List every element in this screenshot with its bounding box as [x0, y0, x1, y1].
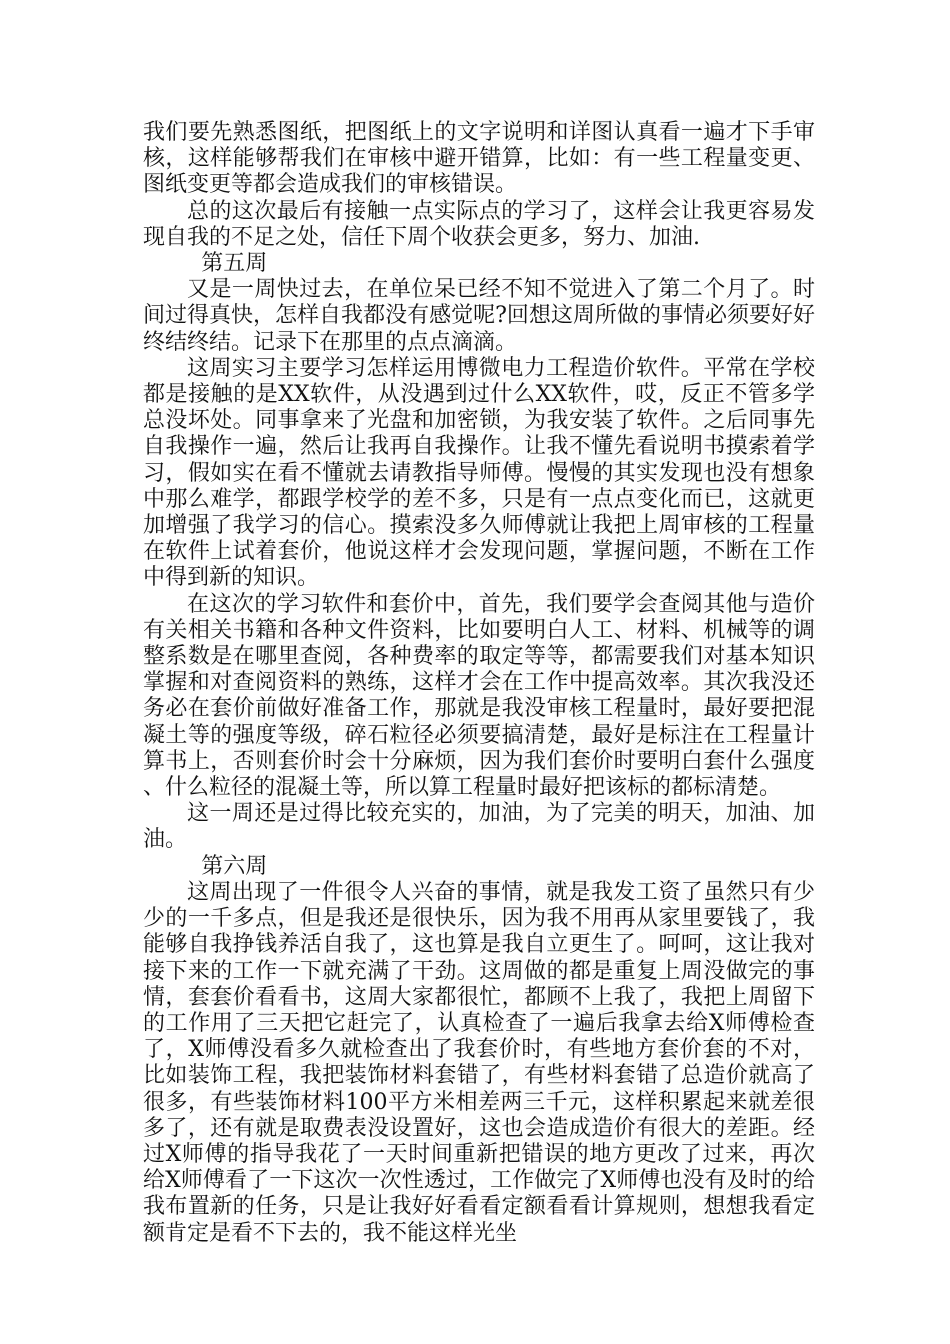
paragraph: 这周出现了一件很令人兴奋的事情，就是我发工资了虽然只有少少的一千多点，但是我还是很快乐，因为我不用再从家里要钱了，我能够自我挣钱养活自我了，这也算是我自立更生了。呵呵，这让我对接下来的工作一下就充满了干劲。这周做的都是重复上周没做完的事情，套套价看看书，这周大家都很忙，都顾不上我了，我把上周留下的工作用了三天把它赶完了，认真检查了一遍后我拿去给X师傅检查了，X师傅没看多久就检查出了我套价时，有些地方套价套的不对，比如装饰工程，我把装饰材料套错了，有些材料套错了总造价就高了很多，有些装饰材料100平方米相差两三千元，这样积累起来就差很多了，还有就是取费表没设置好，这也会造成造价有很大的差距。经过X师傅的指导我花了一天时间重新把错误的地方更改了过来，再次给X师傅看了一下这次一次性透过，工作做完了X师傅也没有及时的给我布置新的任务，只是让我好好看看定额看看计算规则，想想我看定额肯定是看不下去的，我不能这样光坐 [143, 879, 815, 1246]
section-heading-week5: 第五周 [201, 251, 268, 277]
paragraph: 这一周还是过得比较充实的，加油，为了完美的明天，加油、加油。 [143, 801, 815, 853]
document-body [143, 120, 815, 1247]
paragraph: 我们要先熟悉图纸，把图纸上的文字说明和详图认真看一遍才下手审核，这样能够帮我们在审核中避开错算，比如：有一些工程量变更、图纸变更等都会造成我们的审核错误。 [143, 120, 815, 198]
paragraph: 总的这次最后有接触一点实际点的学习了，这样会让我更容易发现自我的不足之处，信任下周个收获会更多，努力、加油. [143, 198, 815, 250]
paragraph: 在这次的学习软件和套价中，首先，我们要学会查阅其他与造价有关相关书籍和各种文件资料，比如要明白人工、材料、机械等的调整系数是在哪里查阅，各种费率的取定等等，都需要我们对基本知识掌握和对查阅资料的熟练，这样才会在工作中提高效率。其次我没还务必在套价前做好准备工作，那就是我没审核工程量时，最好要把混凝土等的强度等级，碎石粒径必须要搞清楚，最好是标注在工程量计算书上，否则套价时会十分麻烦，因为我们套价时要明白套什么强度、什么粒径的混凝土等，所以算工程量时最好把该标的都标清楚。 [143, 591, 815, 801]
section-heading-week6: 第六周 [201, 853, 268, 879]
paragraph: 又是一周快过去，在单位呆已经不知不觉进入了第二个月了。时间过得真快，怎样自我都没有感觉呢?回想这周所做的事情必须要好好终结终结。记录下在那里的点点滴滴。 [143, 277, 815, 355]
paragraph: 这周实习主要学习怎样运用博微电力工程造价软件。平常在学校都是接触的是XX软件，从没遇到过什么XX软件，哎，反正不管多学总没坏处。同事拿来了光盘和加密锁，为我安装了软件。之后同事先自我操作一遍，然后让我再自我操作。让我不懂先看说明书摸索着学习，假如实在看不懂就去请教指导师傅。慢慢的其实发现也没有想象中那么难学，都跟学校学的差不多，只是有一点点变化而已，这就更加增强了我学习的信心。摸索没多久师傅就让我把上周审核的工程量在软件上试着套价，他说这样才会发现问题，掌握问题，不断在工作中得到新的知识。 [143, 355, 815, 591]
